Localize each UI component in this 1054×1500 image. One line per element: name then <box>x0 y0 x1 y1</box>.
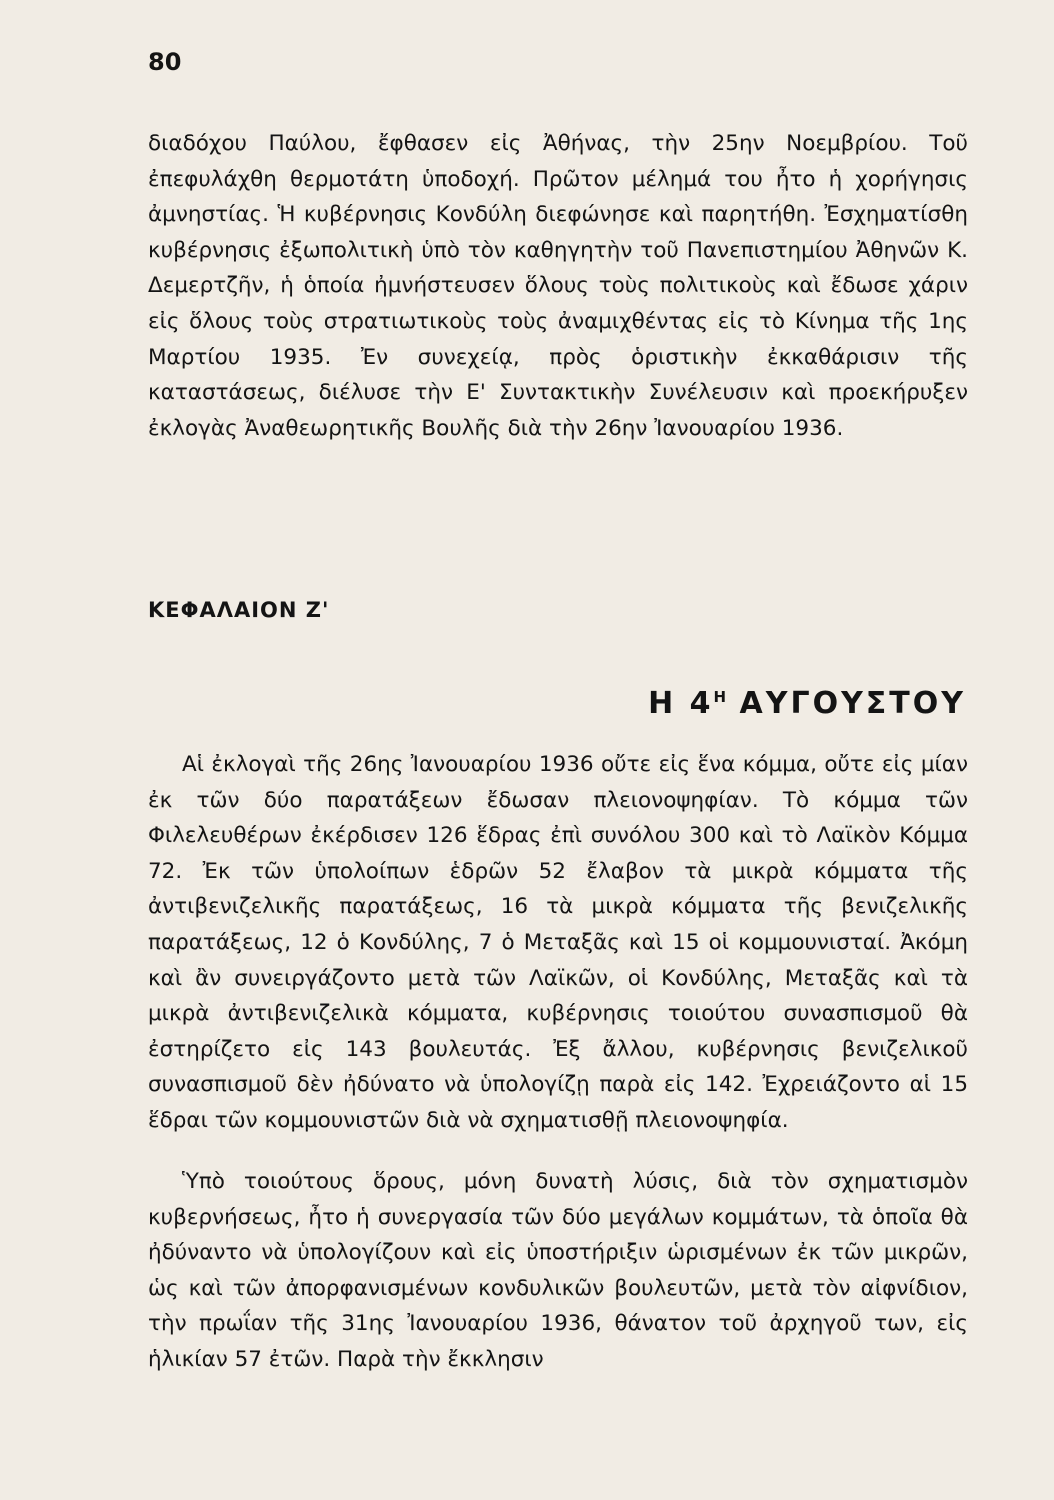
page-number: 80 <box>148 48 182 76</box>
paragraph-continued: διαδόχου Παύλου, ἔφθασεν εἰς Ἀθήνας, τὴν 25ην Νοεμβρίου. Τοῦ ἐπεφυλάχθη θερμοτάτη ὑποδοχή. Πρῶτον μέλημά του ἦτο ἡ χορήγησις ἀμνηστίας. Ἡ κυβέρνησις Κονδύλη διεφώνησε καὶ παρητήθη. Ἐσχηματίσθη κυβέρνησις ἐξωπολιτικὴ ὑπὸ τὸν καθηγητὴν τοῦ Πανεπιστημίου Ἀθηνῶν Κ. Δεμερτζῆν, ἡ ὁποία ἠμνήστευσεν ὅλους τοὺς πολιτικοὺς καὶ ἔδωσε χάριν εἰς ὅλους τοὺς στρατιωτικοὺς τοὺς ἀναμιχθέντας εἰς τὸ Κίνημα τῆς 1ης Μαρτίου 1935. Ἐν συνεχείᾳ, πρὸς ὁριστικὴν ἐκκαθάρισιν τῆς καταστάσεως, διέλυσε τὴν Ε' Συντακτικὴν Συνέλευσιν καὶ προεκήρυξεν ἐκλογὰς Ἀναθεωρητικῆς Βουλῆς διὰ τὴν 26ην Ἰανουαρίου 1936. <box>148 131 968 441</box>
chapter-heading: ΚΕΦΑΛΑΙΟΝ Ζ' <box>148 598 330 622</box>
section-title <box>648 686 966 721</box>
section-title-superscript: Η <box>713 688 727 706</box>
paragraph-coalition: Ὑπὸ τοιούτους ὅρους, μόνη δυνατὴ λύσις, διὰ τὸν σχηματισμὸν κυβερνήσεως, ἦτο ἡ συνεργασία τῶν δύο μεγάλων κομμάτων, τὰ ὁποῖα θὰ ἠδύναντο νὰ ὑπολογίζουν καὶ εἰς ὑποστήριξιν ὡρισμένων ἐκ τῶν μικρῶν, ὡς καὶ τῶν ἀπορφανισμένων κονδυλικῶν βουλευτῶν, μετὰ τὸν αἰφνίδιον, τὴν πρωΐαν τῆς 31ης Ἰανουαρίου 1936, θάνατον τοῦ ἀρχηγοῦ των, εἰς ἡλικίαν 57 ἐτῶν. Παρὰ τὴν ἔκκλησιν <box>148 1169 968 1372</box>
section-title-prefix: Η 4 <box>648 686 714 721</box>
section-title-suffix: ΑΥΓΟΥΣΤΟΥ <box>726 686 966 721</box>
paragraph-elections: Αἱ ἐκλογαὶ τῆς 26ης Ἰανουαρίου 1936 οὔτε εἰς ἕνα κόμμα, οὔτε εἰς μίαν ἐκ τῶν δύο παρατάξεων ἔδωσαν πλειονοψηφίαν. Τὸ κόμμα τῶν Φιλελευθέρων ἐκέρδισεν 126 ἕδρας ἐπὶ συνόλου 300 καὶ τὸ Λαϊκὸν Κόμμα 72. Ἐκ τῶν ὑπολοίπων ἑδρῶν 52 ἔλαβον τὰ μικρὰ κόμματα τῆς ἀντιβενιζελικῆς παρατάξεως, 16 τὰ μικρὰ κόμματα τῆς βενιζελικῆς παρατάξεως, 12 ὁ Κονδύλης, 7 ὁ Μεταξᾶς καὶ 15 οἱ κομμουνισταί. Ἀκόμη καὶ ἂν συνειργάζοντο μετὰ τῶν Λαϊκῶν, οἱ Κονδύλης, Μεταξᾶς καὶ τὰ μικρὰ ἀντιβενιζελικὰ κόμματα, κυβέρνησις τοιούτου συνασπισμοῦ θὰ ἐστηρίζετο εἰς 143 βουλευτάς. Ἐξ ἄλλου, κυβέρνησις βενιζελικοῦ συνασπισμοῦ δὲν ἠδύνατο νὰ ὑπολογίζῃ παρὰ εἰς 142. Ἐχρειάζοντο αἱ 15 ἕδραι τῶν κομμουνιστῶν διὰ νὰ σχηματισθῇ πλειονοψηφία. <box>148 752 968 1133</box>
